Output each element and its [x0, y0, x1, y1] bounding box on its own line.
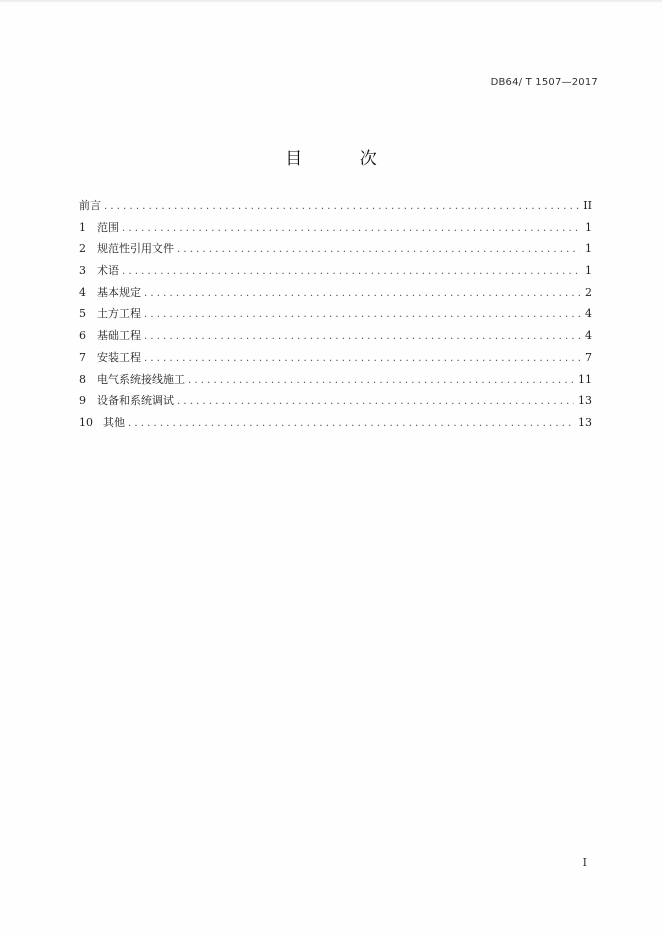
- toc-leader-dots: [188, 375, 574, 386]
- page-number: I: [582, 856, 587, 869]
- toc-entry-label: 土方工程: [97, 307, 141, 321]
- toc-entry-page: 13: [578, 415, 592, 429]
- toc-leader-dots: [177, 396, 574, 407]
- toc-entry-page: 4: [585, 329, 592, 343]
- toc-entry-number: 4: [79, 285, 86, 299]
- toc-leader-dots: [144, 353, 580, 364]
- toc-leader-dots: [144, 331, 580, 342]
- toc-leader-dots: [104, 201, 579, 212]
- toc-entry-number: 8: [79, 372, 86, 386]
- toc-leader-dots: [122, 266, 580, 277]
- toc-entry-scope[interactable]: [79, 219, 592, 241]
- toc-entry-label: 术语: [97, 264, 119, 278]
- toc-entry-label: 基本规定: [97, 285, 141, 299]
- toc-entry-page: 2: [585, 285, 592, 299]
- toc-entry-terms[interactable]: [79, 262, 592, 284]
- toc-entry-page: 4: [585, 307, 592, 321]
- standard-code: DB64/ T 1507—2017: [490, 77, 598, 88]
- toc-entry-number: 1: [79, 220, 86, 234]
- toc-entry-label: 其他: [103, 415, 125, 429]
- table-of-contents: [79, 197, 592, 436]
- toc-entry-installation-work[interactable]: [79, 349, 592, 371]
- toc-entry-page: 1: [585, 264, 592, 278]
- toc-entry-other[interactable]: [79, 414, 592, 436]
- toc-leader-dots: [177, 244, 580, 255]
- toc-entry-label: 安装工程: [97, 350, 141, 364]
- toc-entry-commissioning[interactable]: [79, 392, 592, 414]
- toc-entry-number: 3: [79, 264, 86, 278]
- toc-entry-normative-references[interactable]: [79, 240, 592, 262]
- toc-entry-page: 13: [578, 394, 592, 408]
- toc-entry-label: 前言: [79, 199, 101, 212]
- toc-entry-number: 7: [79, 350, 86, 364]
- toc-entry-label: 范围: [97, 220, 119, 234]
- toc-entry-earthwork[interactable]: [79, 305, 592, 327]
- toc-entry-label: 电气系统接线施工: [97, 372, 185, 386]
- toc-entry-number: 10: [79, 415, 93, 429]
- toc-leader-dots: [128, 418, 574, 429]
- toc-leader-dots: [144, 288, 580, 299]
- toc-entry-foreword[interactable]: [79, 197, 592, 219]
- toc-entry-number: 6: [79, 329, 86, 343]
- toc-entry-number: 2: [79, 242, 86, 256]
- toc-entry-electrical-wiring[interactable]: [79, 371, 592, 393]
- toc-entry-number: 9: [79, 394, 86, 408]
- toc-title: 目 次: [285, 149, 403, 169]
- toc-entry-number: 5: [79, 307, 86, 321]
- toc-entry-label: 规范性引用文件: [97, 242, 174, 256]
- toc-entry-page: 7: [585, 350, 592, 364]
- toc-entry-label: 设备和系统调试: [97, 394, 174, 408]
- toc-entry-foundation-work[interactable]: [79, 327, 592, 349]
- toc-leader-dots: [144, 309, 580, 320]
- scan-edge-shadow: [0, 0, 662, 3]
- toc-entry-page: II: [583, 199, 592, 212]
- toc-entry-page: 11: [578, 372, 592, 386]
- toc-entry-page: 1: [585, 242, 592, 256]
- toc-entry-page: 1: [585, 220, 592, 234]
- toc-entry-label: 基础工程: [97, 329, 141, 343]
- toc-leader-dots: [122, 223, 580, 234]
- toc-entry-basic-provisions[interactable]: [79, 284, 592, 306]
